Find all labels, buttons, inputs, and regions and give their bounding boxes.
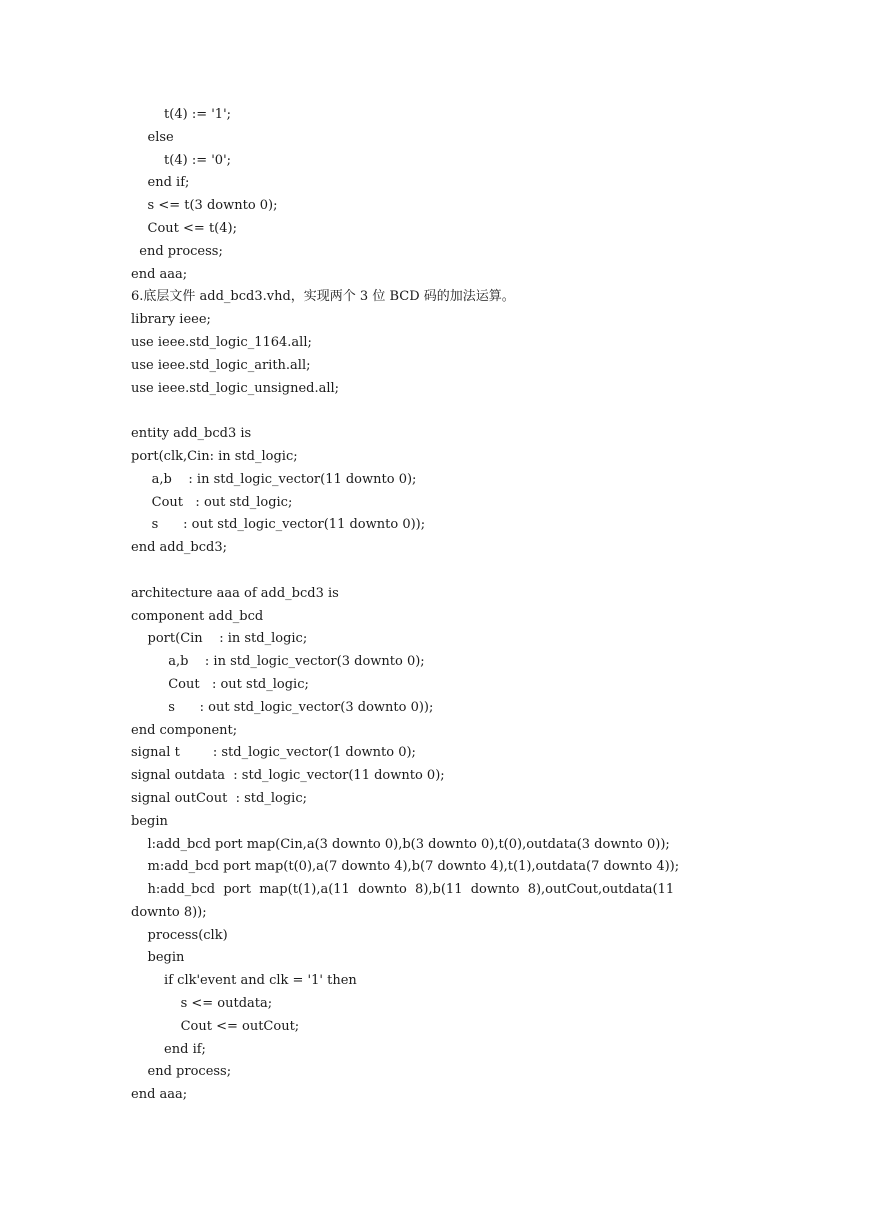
code-line-40: s <= outdata; [131,996,273,1012]
code-line-19: s : out std_logic_vector(11 downto 0)); [131,517,426,533]
blank-line [131,560,771,583]
code-line-28: end component; [131,722,238,738]
code-line-17: a,b : in std_logic_vector(11 downto 0); [131,471,417,487]
code-line-32: begin [131,813,168,829]
code-line-41: Cout <= outCout; [131,1018,300,1034]
code-line-22: architecture aaa of add_bcd3 is [131,585,339,601]
code-line-11: use ieee.std_logic_1164.all; [131,334,312,350]
code-line-6: Cout <= t(4); [131,220,237,236]
code-line-10: library ieee; [131,312,211,328]
vhdl-code-listing [131,104,771,1107]
code-line-38: begin [131,950,185,966]
code-line-27: s : out std_logic_vector(3 downto 0)); [131,699,434,715]
blank-line [131,400,771,423]
code-line-24: port(Cin : in std_logic; [131,631,308,647]
code-line-36: downto 8)); [131,904,207,920]
code-line-1: t(4) := '1'; [131,107,232,122]
code-line-42: end if; [131,1041,206,1057]
code-line-7: end process; [131,243,223,259]
code-line-5: s <= t(3 downto 0); [131,198,278,214]
code-line-15: entity add_bcd3 is [131,426,252,442]
code-line-43: end process; [131,1064,232,1080]
code-line-35: h:add_bcd port map(t(1),a(11 downto 8),b(11 downto 8),outCout,outdata(11 [131,882,675,898]
code-line-18: Cout : out std_logic; [131,494,293,510]
code-line-12: use ieee.std_logic_arith.all; [131,357,311,373]
code-line-16: port(clk,Cin: in std_logic; [131,448,298,464]
code-line-33: l:add_bcd port map(Cin,a(3 downto 0),b(3 downto 0),t(0),outdata(3 downto 0)); [131,836,670,852]
code-line-20: end add_bcd3; [131,540,227,556]
code-line-2: else [131,129,174,145]
code-line-30: signal outdata : std_logic_vector(11 downto 0); [131,768,445,784]
code-line-29: signal t : std_logic_vector(1 downto 0); [131,745,416,761]
code-line-13: use ieee.std_logic_unsigned.all; [131,380,340,396]
code-line-8: end aaa; [131,266,188,282]
code-line-37: process(clk) [131,927,228,943]
code-line-25: a,b : in std_logic_vector(3 downto 0); [131,654,425,670]
code-line-26: Cout : out std_logic; [131,676,309,692]
code-line-44: end aaa; [131,1087,188,1103]
code-line-34: m:add_bcd port map(t(0),a(7 downto 4),b(7 downto 4),t(1),outdata(7 downto 4)); [131,859,680,875]
code-line-39: if clk'event and clk = '1' then [131,973,357,989]
code-line-3: t(4) := '0'; [131,152,232,168]
section-heading: 6.底层文件 add_bcd3.vhd，实现两个 3 位 BCD 码的加法运算。 [131,289,515,305]
code-line-23: component add_bcd [131,608,264,624]
code-line-31: signal outCout : std_logic; [131,790,307,806]
code-line-4: end if; [131,175,190,191]
